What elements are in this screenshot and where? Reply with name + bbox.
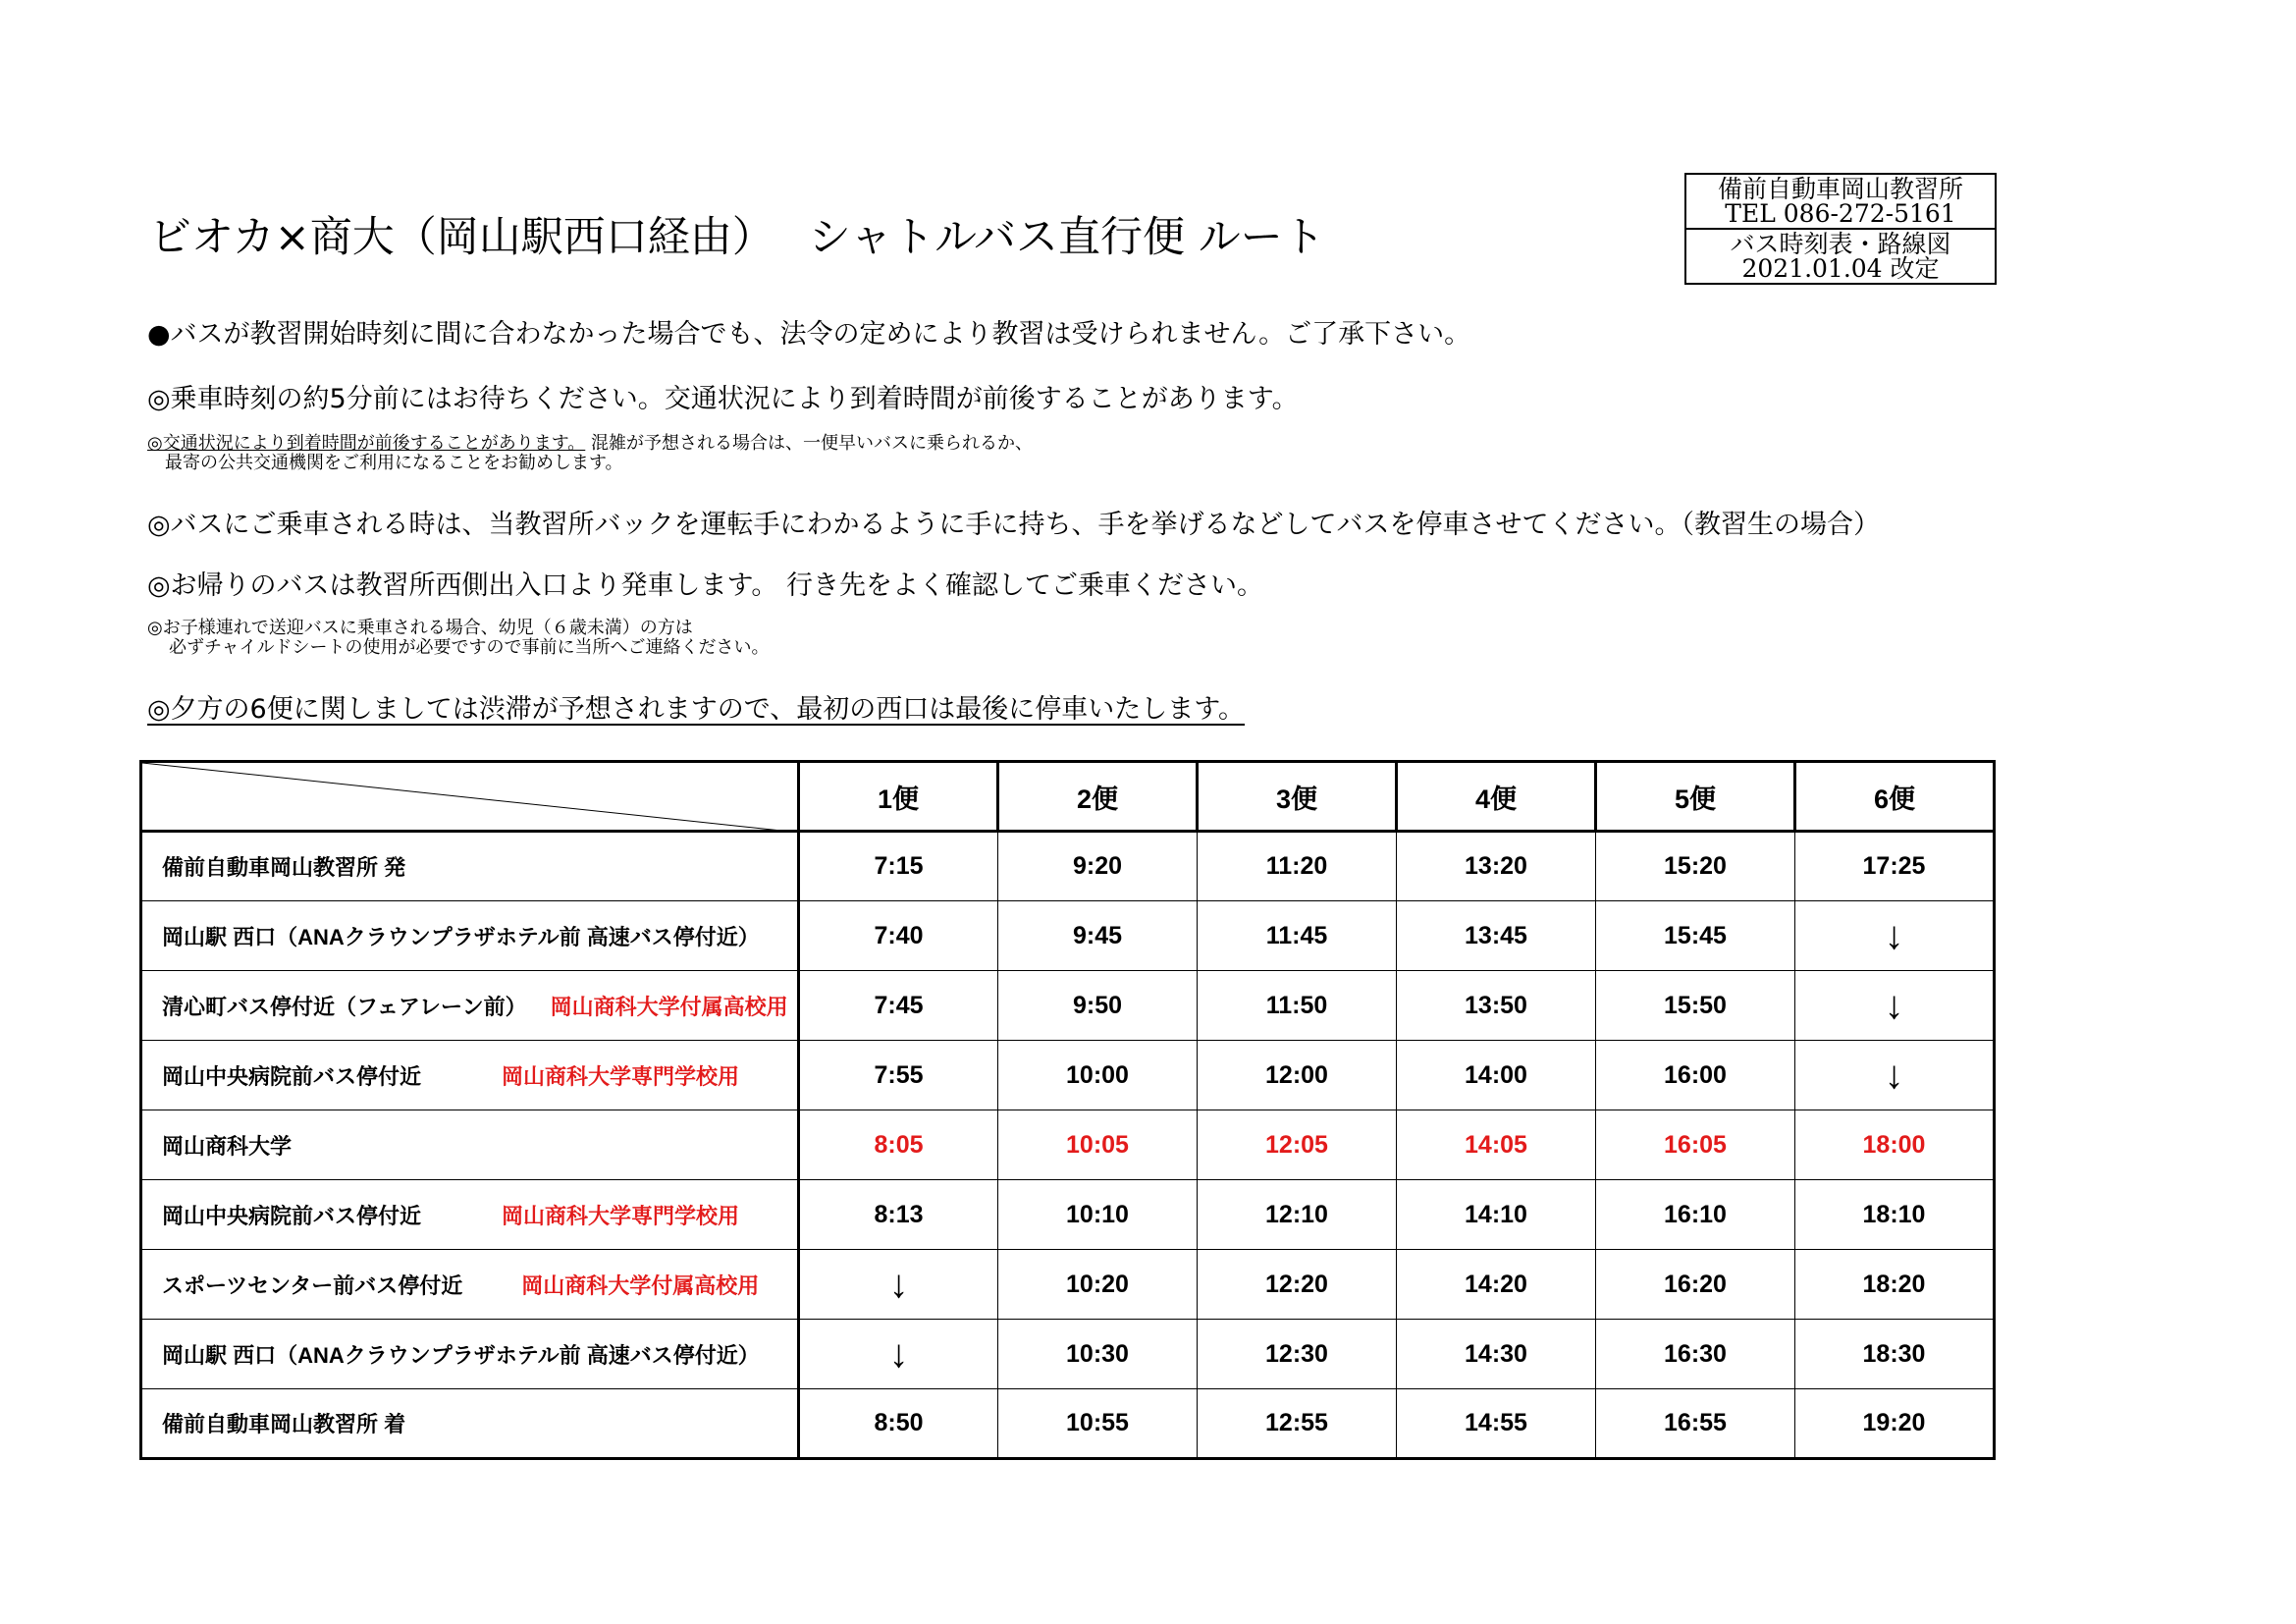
departure-time [1795,1180,1995,1250]
stop-name: 岡山中央病院前バス停付近 [162,1203,422,1228]
time-value: 10:05 [1066,1130,1129,1159]
departure-time [998,1320,1198,1389]
notice-child-seat-line1: ◎お子様連れで送迎バスに乗車される場合、幼児（６歳未満）の方は [147,618,693,638]
time-value: 16:00 [1664,1060,1727,1089]
timetable-corner-cell [141,762,799,832]
time-value: 12:00 [1265,1060,1328,1089]
time-value: 15:20 [1664,852,1727,880]
time-value: 18:30 [1862,1339,1926,1368]
stop-note: 岡山商科大学専門学校用 [502,1203,740,1228]
pass-through-arrow [1795,971,1995,1041]
stop-name-cell [141,1180,799,1250]
stop-note: 岡山商科大学付属高校用 [550,994,788,1019]
down-arrow-icon: ↓ [888,1332,909,1376]
departure-time [1596,1389,1795,1459]
stop-note: 岡山商科大学専門学校用 [502,1063,740,1089]
departure-time [799,1041,998,1110]
departure-time [1795,1389,1995,1459]
departure-time [1795,1110,1995,1180]
stop-name: 岡山商科大学 [162,1133,293,1159]
time-value: 7:55 [874,1060,924,1089]
departure-time [1397,901,1596,971]
diagonal-line [142,763,800,833]
departure-time [1795,1250,1995,1320]
departure-time [799,971,998,1041]
stop-name-cell [141,901,799,971]
notice-return-bus: ◎お帰りのバスは教習所西側出入口より発車します。 行き先をよく確認してご乗車ください。 [147,570,1263,601]
stop-name: 岡山駅 西口（ANAクラウンプラザホテル前 高速バス停付近） [162,1342,760,1368]
time-value: 8:50 [874,1409,924,1436]
time-value: 14:00 [1465,1060,1527,1089]
departure-time [1596,1110,1795,1180]
time-value: 18:00 [1862,1130,1926,1159]
time-value: 16:30 [1664,1339,1727,1368]
departure-time [1198,1180,1397,1250]
time-value: 16:10 [1664,1200,1727,1228]
time-value: 14:30 [1465,1339,1527,1368]
header-bus-6: 6便 [1795,762,1995,832]
time-value: 12:05 [1265,1130,1328,1159]
notice-traffic-underlined: ◎交通状況により到着時間が前後することがあります。 [147,433,586,454]
time-value: 12:55 [1265,1409,1328,1436]
departure-time [1198,1110,1397,1180]
time-value: 12:30 [1265,1339,1328,1368]
revision-date: 2021.01.04 改定 [1741,254,1940,283]
timetable-row [141,1180,1995,1250]
departure-time [1198,1320,1397,1389]
down-arrow-icon: ↓ [1884,1054,1904,1097]
stop-name-cell [141,1389,799,1459]
time-value: 16:05 [1664,1130,1727,1159]
time-value: 13:50 [1465,991,1527,1019]
timetable-row [141,832,1995,901]
stop-name: 岡山中央病院前バス停付近 [162,1063,422,1089]
departure-time [998,1389,1198,1459]
time-value: 14:20 [1465,1270,1527,1298]
time-value: 18:10 [1862,1200,1926,1228]
notice-wait-early: ◎乗車時刻の約5分前にはお待ちください。交通状況により到着時間が前後することがあります。 [147,384,1299,414]
header-bus-2: 2便 [998,762,1198,832]
bus-timetable [139,760,1996,1460]
pass-through-arrow [1795,901,1995,971]
departure-time [1795,832,1995,901]
departure-time [998,1041,1198,1110]
departure-time [1397,832,1596,901]
time-value: 12:20 [1265,1270,1328,1298]
departure-time [1596,1320,1795,1389]
pass-through-arrow [799,1320,998,1389]
departure-time [1596,971,1795,1041]
departure-time [1397,1320,1596,1389]
time-value: 17:25 [1862,852,1926,880]
timetable-row [141,1250,1995,1320]
departure-time [998,832,1198,901]
time-value: 16:55 [1664,1409,1727,1436]
time-value: 12:10 [1265,1200,1328,1228]
departure-time [1397,1110,1596,1180]
stop-note: 岡山商科大学付属高校用 [521,1272,760,1298]
departure-time [1198,1389,1397,1459]
time-value: 14:55 [1465,1409,1527,1436]
time-value: 15:45 [1664,921,1727,949]
departure-time [998,1250,1198,1320]
stop-name-cell [141,1320,799,1389]
stop-name-cell [141,832,799,901]
time-value: 10:20 [1066,1270,1129,1298]
time-value: 9:20 [1072,852,1123,880]
school-name: 備前自動車岡山教習所 [1717,175,1963,203]
departure-time [1397,1041,1596,1110]
time-value: 7:40 [874,921,924,949]
notice-traffic-line2: 最寄の公共交通機関をご利用になることをお勧めします。 [165,453,623,473]
stop-name-cell [141,1041,799,1110]
document-name: バス時刻表・路線図 [1730,230,1951,258]
time-value: 10:30 [1066,1339,1129,1368]
departure-time [1198,1250,1397,1320]
departure-time [998,901,1198,971]
stop-name: 備前自動車岡山教習所 発 [162,855,406,880]
timetable-row [141,1389,1995,1459]
departure-time [1596,1180,1795,1250]
stop-name: 備前自動車岡山教習所 着 [162,1412,406,1436]
time-value: 18:20 [1862,1270,1926,1298]
stop-name: スポーツセンター前バス停付近 [162,1272,463,1298]
notice-sixth-bus: ◎夕方の6便に関しましては渋滞が予想されますので、最初の西口は最後に停車いたします。 [147,694,1246,725]
departure-time [1397,1250,1596,1320]
departure-time [998,971,1198,1041]
time-value: 9:50 [1072,991,1123,1019]
time-value: 8:13 [874,1200,924,1228]
stop-name-cell [141,1110,799,1180]
time-value: 15:50 [1664,991,1727,1019]
timetable-row [141,901,1995,971]
notice-child-seat-line2: 必ずチャイルドシートの使用が必要ですので事前に当所へご連絡ください。 [169,637,770,658]
time-value: 11:20 [1265,852,1328,880]
timetable-row [141,1110,1995,1180]
header-bus-4: 4便 [1397,762,1596,832]
departure-time [1397,1389,1596,1459]
time-value: 9:45 [1072,921,1123,949]
departure-time [799,1180,998,1250]
stop-name: 岡山駅 西口（ANAクラウンプラザホテル前 高速バス停付近） [162,924,760,949]
departure-time [1596,1041,1795,1110]
down-arrow-icon: ↓ [1884,984,1904,1027]
time-value: 14:10 [1465,1200,1527,1228]
departure-time [799,1389,998,1459]
departure-time [1397,971,1596,1041]
notice-traffic [147,434,1033,473]
notice-child-seat [147,619,769,658]
departure-time [1198,1041,1397,1110]
timetable-row [141,971,1995,1041]
departure-time [1397,1180,1596,1250]
time-value: 13:45 [1465,921,1527,949]
notice-late-bus: ●バスが教習開始時刻に間に合わなかった場合でも、法令の定めにより教習は受けられません。ご了承下さい。 [147,319,1471,350]
document-info [1686,228,1995,283]
time-value: 10:10 [1066,1200,1129,1228]
stop-name-cell [141,971,799,1041]
time-value: 10:55 [1066,1409,1129,1436]
departure-time [1596,1250,1795,1320]
down-arrow-icon: ↓ [888,1263,909,1306]
departure-time [1198,832,1397,901]
pass-through-arrow [799,1250,998,1320]
time-value: 14:05 [1465,1130,1527,1159]
timetable-row [141,1320,1995,1389]
departure-time [799,832,998,901]
departure-time [1795,1320,1995,1389]
time-value: 7:15 [874,852,924,880]
departure-time [1596,832,1795,901]
time-value: 16:20 [1664,1270,1727,1298]
departure-time [1596,901,1795,971]
school-info-box [1684,173,1997,285]
header-bus-5: 5便 [1596,762,1795,832]
down-arrow-icon: ↓ [1884,914,1904,957]
departure-time [1198,971,1397,1041]
stop-name: 清心町バス停付近（フェアレーン前） [162,994,527,1019]
school-contact [1686,175,1995,228]
time-value: 7:45 [874,991,924,1019]
departure-time [998,1110,1198,1180]
header-bus-3: 3便 [1198,762,1397,832]
departure-time [799,1110,998,1180]
time-value: 8:05 [874,1130,924,1159]
timetable-header-row [141,762,1995,832]
pass-through-arrow [1795,1041,1995,1110]
time-value: 11:45 [1265,921,1328,949]
departure-time [1198,901,1397,971]
page-title: ビオカ×商大（岡山駅西口経由） シャトルバス直行便 ルート [149,213,1325,262]
time-value: 13:20 [1465,852,1527,880]
departure-time [998,1180,1198,1250]
stop-name-cell [141,1250,799,1320]
time-value: 10:00 [1066,1060,1129,1089]
notice-boarding: ◎バスにご乗車される時は、当教習所バックを運転手にわかるように手に持ち、手を挙げるなどしてバスを停車させてください。（教習生の場合） [147,510,1881,540]
departure-time [799,901,998,971]
timetable-row [141,1041,1995,1110]
time-value: 11:50 [1265,991,1328,1019]
time-value: 19:20 [1862,1409,1926,1436]
school-tel: TEL 086-272-5161 [1725,199,1956,228]
notice-traffic-rest: 混雑が予想される場合は、一便早いバスに乗られるか、 [585,433,1033,454]
header-bus-1: 1便 [799,762,998,832]
